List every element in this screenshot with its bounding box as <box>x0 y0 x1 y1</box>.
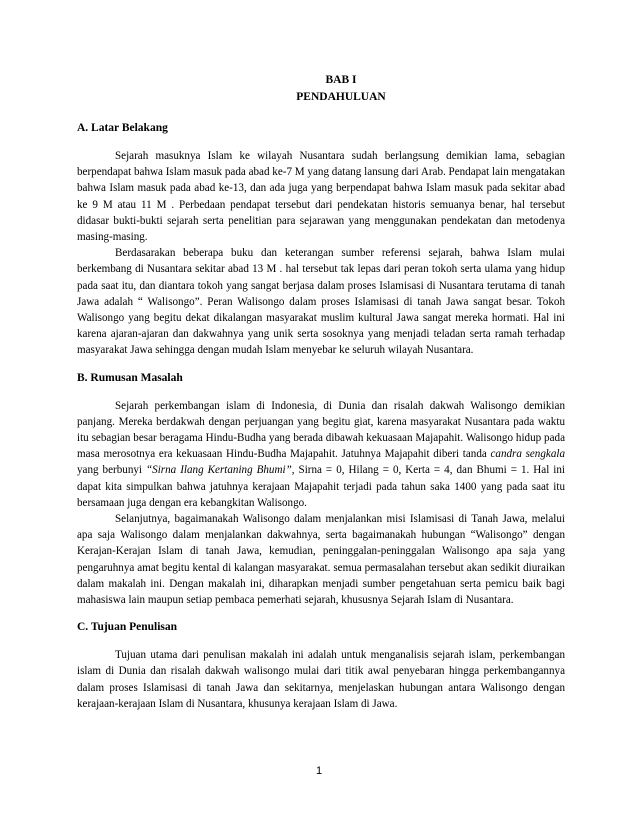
section-heading: C. Tujuan Penulisan <box>77 621 178 634</box>
document-page <box>77 72 565 712</box>
section-tujuan-penulisan <box>77 619 565 712</box>
chapter-title: PENDAHULUAN <box>296 91 386 103</box>
italic-term: candra sengkala <box>490 448 566 461</box>
paragraph: Sejarah masuknya Islam ke wilayah Nusantara sudah berlangsung demikian lama, sebagian berpendapat bahwa Islam masuk pada abad ke-7 M yang datang lansung dari Arab. Pendapat lain mengatakan bahwa Islam masuk pada abad ke-13, dan ada juga yang berpendapat bahwa Islam masuk pada sekitar abad ke 9 M atau 11 M . Perbedaan pendapat tersebut dari pendekatan historis semuanya benar, hal tersebut didasar bukti-bukti sejarah serta penelitian para sejarawan yang menggunakan pendekatan dan metodenya masing-masing. <box>77 150 565 244</box>
section-latar-belakang <box>77 120 565 359</box>
paragraph: Berdasarakan beberapa buku dan keterangan sumber referensi sejarah, bahwa Islam mulai berkembang di Nusantara sekitar abad 13 M . hal tersebut tak lepas dari peran tokoh serta ulama yang hidup pada saat itu, dan diantara tokoh yang sangat berjasa dalam proses Islamisasi di Nusantara terutama di tanah Jawa adalah “ Walisongo”. Peran Walisongo dalam proses Islamisasi di tanah Jawa sangat besar. Tokoh Walisongo yang begitu dekat dikalangan masyarakat muslim kultural Jawa sangat mereka hormati. Hal ini karena ajaran-ajaran dan dakwahnya yang unik serta sosoknya yang menjadi teladan serta ramah terhadap masyarakat Jawa sehingga dengan mudah Islam menyebar ke seluruh wilayah Nusantara. <box>77 247 565 357</box>
page-number: 1 <box>315 765 323 777</box>
paragraph <box>77 398 565 511</box>
paragraph: Selanjutnya, bagaimanakah Walisongo dalam menjalankan misi Islamisasi di Tanah Jawa, melalui apa saja Walisongo dalam menjalankan dakwahnya, serta bagaimanakah hubungan “Walisongo” dengan Kerajan-Kerajan Islam di tanah Jawa, kemudian, peninggalan-peninggalan Walisongo apa saja yang pengaruhnya amat begitu kental di kalangan masyarakat. semua permasalahan tersebut akan sedikit diuraikan dalam makalah ini. Dengan makalah ini, diharapkan menjadi sumber pengetahuan serta pemicu baik bagi mahasiswa lain maupun setiap pembaca pemerhati sejarah, khususnya Sejarah Islam di Nusantara. <box>77 513 565 607</box>
paragraph-text: , Sirna = 0, Hilang = 0, Kerta = 4, dan Bhumi = 1. Hal ini dapat kita simpulkan bahwa jatuhnya kerajaan Majapahit terjadi pada tahun saka 1400 yang pada saat itu bersamaan juga dengan era kebangkitan Walisongo. <box>77 464 565 509</box>
paragraph: Tujuan utama dari penulisan makalah ini adalah untuk menganalisis sejarah islam, perkembangan islam di Dunia dan risalah dakwah walisongo mulai dari titik awal penyebaran hingga perkembangannya dalam proses Islamisasi di tanah Jawa dan sekitarnya, menjelaskan hubungan antara Walisongo dengan kerajaan-kerajaan Islam di Nusantara, khusunya kerajaan Islam di Jawa. <box>77 649 565 710</box>
chapter-header <box>77 72 565 106</box>
italic-term: “Sirna Ilang Kertaning Bhumi” <box>146 464 292 477</box>
section-heading: B. Rumusan Masalah <box>77 371 183 384</box>
section-rumusan-masalah <box>77 370 565 609</box>
section-heading: A. Latar Belakang <box>77 122 168 134</box>
paragraph-text: yang berbunyi <box>77 464 146 477</box>
paragraph-text: Sejarah perkembangan islam di Indonesia, di Dunia dan risalah dakwah Walisongo demikian panjang. Mereka berdakwah dengan perjuangan yang begitu giat, karena masyarakat Nusantara pada waktu itu sebagian besar beragama Hindu-Budha yang berada dibawah kekuasaan Majapahit. Walisongo hidup pada masa merosotnya era kekuasaan Hindu-Budha Majapahit. Jatuhnya Majapahit diberi tanda <box>77 399 565 461</box>
chapter-label: BAB I <box>325 74 357 86</box>
